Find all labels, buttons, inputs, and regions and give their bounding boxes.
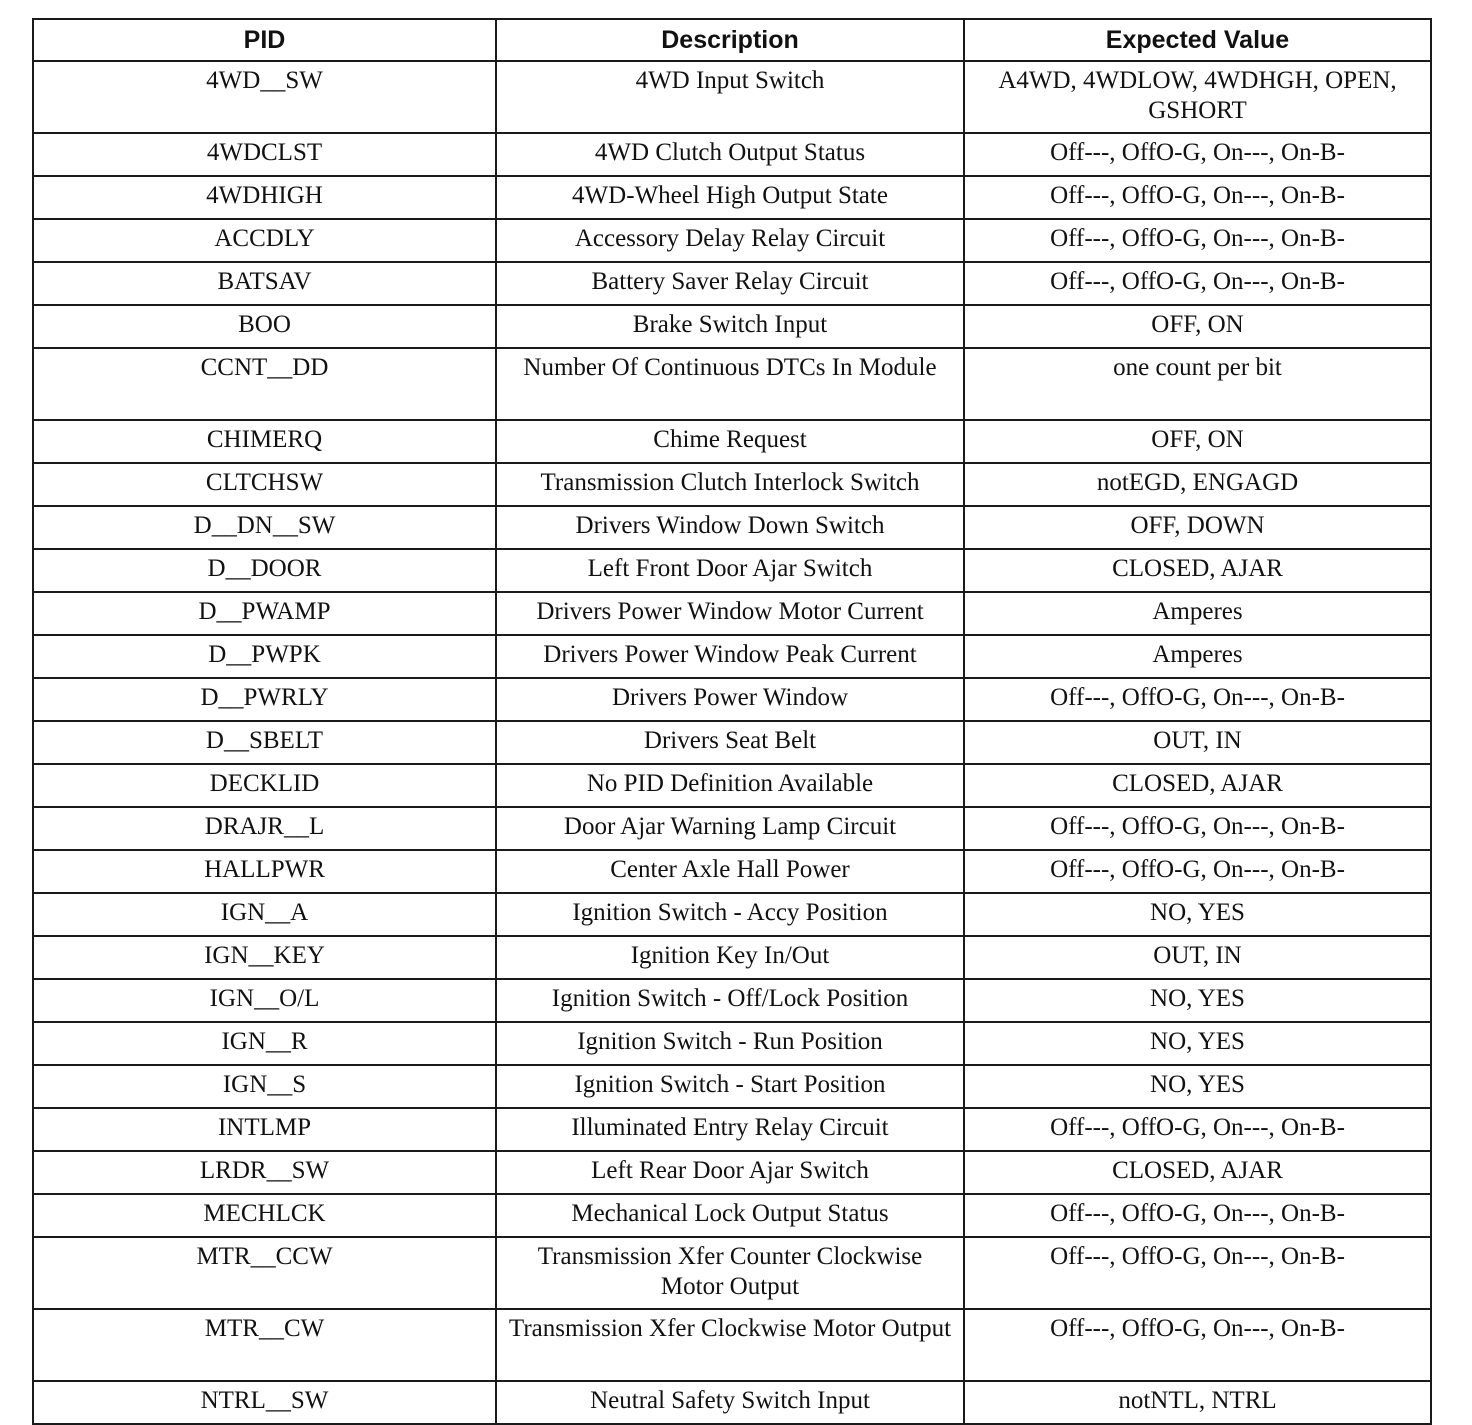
description-cell: Left Rear Door Ajar Switch [496, 1151, 964, 1194]
pid-cell: MECHLCK [33, 1194, 496, 1237]
table-row [33, 262, 1431, 305]
table-row [33, 506, 1431, 549]
description-cell: Battery Saver Relay Circuit [496, 262, 964, 305]
description-cell: Drivers Power Window Motor Current [496, 592, 964, 635]
expected-value-cell: notNTL, NTRL [964, 1381, 1431, 1424]
expected-value-cell: OUT, IN [964, 721, 1431, 764]
pid-cell: CLTCHSW [33, 463, 496, 506]
pid-cell: IGN__R [33, 1022, 496, 1065]
expected-value-cell: CLOSED, AJAR [964, 549, 1431, 592]
description-cell: Neutral Safety Switch Input [496, 1381, 964, 1424]
table-row [33, 133, 1431, 176]
column-header-description: Description [496, 19, 964, 61]
table-row [33, 1194, 1431, 1237]
table-row [33, 1381, 1431, 1424]
pid-cell: DECKLID [33, 764, 496, 807]
table-row [33, 1309, 1431, 1381]
table-row [33, 850, 1431, 893]
pid-cell: DRAJR__L [33, 807, 496, 850]
description-cell: 4WD Clutch Output Status [496, 133, 964, 176]
expected-value-cell: one count per bit [964, 348, 1431, 420]
expected-value-cell: Off---, OffO-G, On---, On-B- [964, 850, 1431, 893]
pid-cell: CHIMERQ [33, 420, 496, 463]
table-row [33, 348, 1431, 420]
pid-cell: LRDR__SW [33, 1151, 496, 1194]
table-row [33, 420, 1431, 463]
table-row [33, 463, 1431, 506]
description-cell: Ignition Switch - Off/Lock Position [496, 979, 964, 1022]
description-cell: Door Ajar Warning Lamp Circuit [496, 807, 964, 850]
table-header-row [33, 19, 1431, 61]
expected-value-cell: CLOSED, AJAR [964, 1151, 1431, 1194]
expected-value-cell: notEGD, ENGAGD [964, 463, 1431, 506]
expected-value-cell: A4WD, 4WDLOW, 4WDHGH, OPEN, GSHORT [964, 61, 1431, 133]
expected-value-cell: Off---, OffO-G, On---, On-B- [964, 678, 1431, 721]
description-cell: Transmission Xfer Clockwise Motor Output [496, 1309, 964, 1381]
pid-cell: IGN__A [33, 893, 496, 936]
expected-value-cell: Off---, OffO-G, On---, On-B- [964, 1309, 1431, 1381]
description-cell: Left Front Door Ajar Switch [496, 549, 964, 592]
description-cell: No PID Definition Available [496, 764, 964, 807]
table-row [33, 678, 1431, 721]
description-cell: 4WD Input Switch [496, 61, 964, 133]
description-cell: Number Of Continuous DTCs In Module [496, 348, 964, 420]
column-header-pid: PID [33, 19, 496, 61]
table-row [33, 1151, 1431, 1194]
expected-value-cell: OFF, DOWN [964, 506, 1431, 549]
pid-cell: D__PWRLY [33, 678, 496, 721]
description-cell: Drivers Power Window [496, 678, 964, 721]
expected-value-cell: NO, YES [964, 979, 1431, 1022]
description-cell: Ignition Switch - Start Position [496, 1065, 964, 1108]
description-cell: Mechanical Lock Output Status [496, 1194, 964, 1237]
description-cell: Brake Switch Input [496, 305, 964, 348]
table-row [33, 936, 1431, 979]
table-row [33, 176, 1431, 219]
expected-value-cell: Amperes [964, 635, 1431, 678]
expected-value-cell: NO, YES [964, 1022, 1431, 1065]
pid-cell: BOO [33, 305, 496, 348]
pid-cell: INTLMP [33, 1108, 496, 1151]
description-cell: Transmission Xfer Counter Clockwise Motor Output [496, 1237, 964, 1309]
description-cell: 4WD-Wheel High Output State [496, 176, 964, 219]
table-row [33, 979, 1431, 1022]
table-row [33, 721, 1431, 764]
pid-cell: D__PWAMP [33, 592, 496, 635]
pid-cell: BATSAV [33, 262, 496, 305]
pid-cell: 4WDHIGH [33, 176, 496, 219]
table-row [33, 807, 1431, 850]
table-row [33, 219, 1431, 262]
column-header-expected-value: Expected Value [964, 19, 1431, 61]
expected-value-cell: OUT, IN [964, 936, 1431, 979]
description-cell: Ignition Switch - Accy Position [496, 893, 964, 936]
table-row [33, 305, 1431, 348]
description-cell: Ignition Key In/Out [496, 936, 964, 979]
expected-value-cell: NO, YES [964, 893, 1431, 936]
expected-value-cell: Amperes [964, 592, 1431, 635]
table-body [33, 61, 1431, 1424]
pid-cell: CCNT__DD [33, 348, 496, 420]
expected-value-cell: Off---, OffO-G, On---, On-B- [964, 262, 1431, 305]
expected-value-cell: OFF, ON [964, 305, 1431, 348]
pid-cell: IGN__O/L [33, 979, 496, 1022]
expected-value-cell: Off---, OffO-G, On---, On-B- [964, 176, 1431, 219]
description-cell: Drivers Seat Belt [496, 721, 964, 764]
pid-cell: D__DN__SW [33, 506, 496, 549]
description-cell: Illuminated Entry Relay Circuit [496, 1108, 964, 1151]
pid-cell: 4WDCLST [33, 133, 496, 176]
expected-value-cell: Off---, OffO-G, On---, On-B- [964, 1108, 1431, 1151]
pid-cell: HALLPWR [33, 850, 496, 893]
expected-value-cell: CLOSED, AJAR [964, 764, 1431, 807]
pid-cell: MTR__CCW [33, 1237, 496, 1309]
table-row [33, 764, 1431, 807]
pid-table [32, 18, 1432, 1425]
description-cell: Accessory Delay Relay Circuit [496, 219, 964, 262]
expected-value-cell: Off---, OffO-G, On---, On-B- [964, 807, 1431, 850]
pid-cell: D__SBELT [33, 721, 496, 764]
table-row [33, 893, 1431, 936]
description-cell: Transmission Clutch Interlock Switch [496, 463, 964, 506]
expected-value-cell: Off---, OffO-G, On---, On-B- [964, 1237, 1431, 1309]
expected-value-cell: OFF, ON [964, 420, 1431, 463]
pid-cell: D__DOOR [33, 549, 496, 592]
pid-cell: D__PWPK [33, 635, 496, 678]
table-row [33, 1237, 1431, 1309]
pid-cell: 4WD__SW [33, 61, 496, 133]
table-row [33, 592, 1431, 635]
table-row [33, 635, 1431, 678]
table-row [33, 61, 1431, 133]
table-row [33, 549, 1431, 592]
pid-cell: IGN__KEY [33, 936, 496, 979]
table-row [33, 1108, 1431, 1151]
pid-cell: IGN__S [33, 1065, 496, 1108]
expected-value-cell: NO, YES [964, 1065, 1431, 1108]
pid-cell: ACCDLY [33, 219, 496, 262]
description-cell: Drivers Window Down Switch [496, 506, 964, 549]
description-cell: Chime Request [496, 420, 964, 463]
pid-cell: NTRL__SW [33, 1381, 496, 1424]
description-cell: Drivers Power Window Peak Current [496, 635, 964, 678]
expected-value-cell: Off---, OffO-G, On---, On-B- [964, 1194, 1431, 1237]
table-row [33, 1022, 1431, 1065]
expected-value-cell: Off---, OffO-G, On---, On-B- [964, 133, 1431, 176]
pid-cell: MTR__CW [33, 1309, 496, 1381]
expected-value-cell: Off---, OffO-G, On---, On-B- [964, 219, 1431, 262]
description-cell: Center Axle Hall Power [496, 850, 964, 893]
description-cell: Ignition Switch - Run Position [496, 1022, 964, 1065]
table-row [33, 1065, 1431, 1108]
